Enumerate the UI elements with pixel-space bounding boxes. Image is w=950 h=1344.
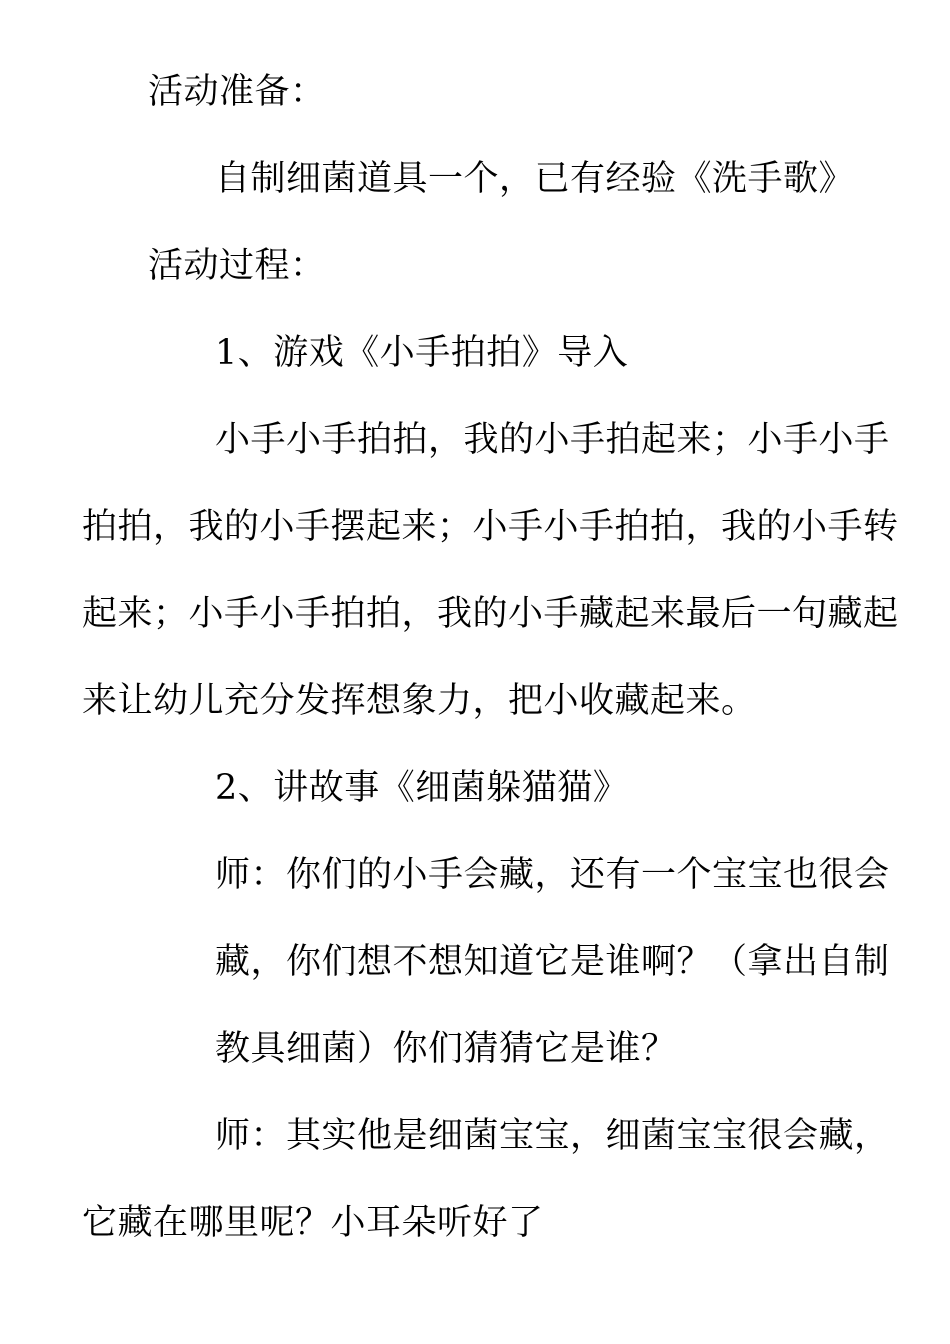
paragraph-line: 藏，你们想不想知道它是谁啊？（拿出自制 bbox=[215, 942, 890, 982]
paragraph-line: 小手小手拍拍，我的小手拍起来；小手小手 bbox=[215, 420, 890, 460]
paragraph-line: 来让幼儿充分发挥想象力，把小收藏起来。 bbox=[82, 681, 757, 721]
paragraph-line: 师：其实他是细菌宝宝，细菌宝宝很会藏， bbox=[215, 1116, 890, 1156]
heading-activity-process: 活动过程： bbox=[148, 246, 326, 286]
paragraph-line: 起来；小手小手拍拍，我的小手藏起来最后一句藏起 bbox=[82, 594, 899, 634]
paragraph-preparation-items: 自制细菌道具一个，已有经验《洗手歌》 bbox=[215, 159, 855, 199]
step-1-heading: 1、游戏《小手拍拍》导入 bbox=[215, 333, 629, 373]
paragraph-line: 教具细菌）你们猜猜它是谁？ bbox=[215, 1029, 677, 1069]
heading-activity-preparation: 活动准备： bbox=[148, 72, 326, 112]
paragraph-line: 师：你们的小手会藏，还有一个宝宝也很会 bbox=[215, 855, 890, 895]
step-2-heading: 2、讲故事《细菌躲猫猫》 bbox=[215, 768, 629, 808]
paragraph-line: 拍拍，我的小手摆起来；小手小手拍拍，我的小手转 bbox=[82, 507, 899, 547]
paragraph-line: 它藏在哪里呢？小耳朵听好了 bbox=[82, 1203, 544, 1243]
